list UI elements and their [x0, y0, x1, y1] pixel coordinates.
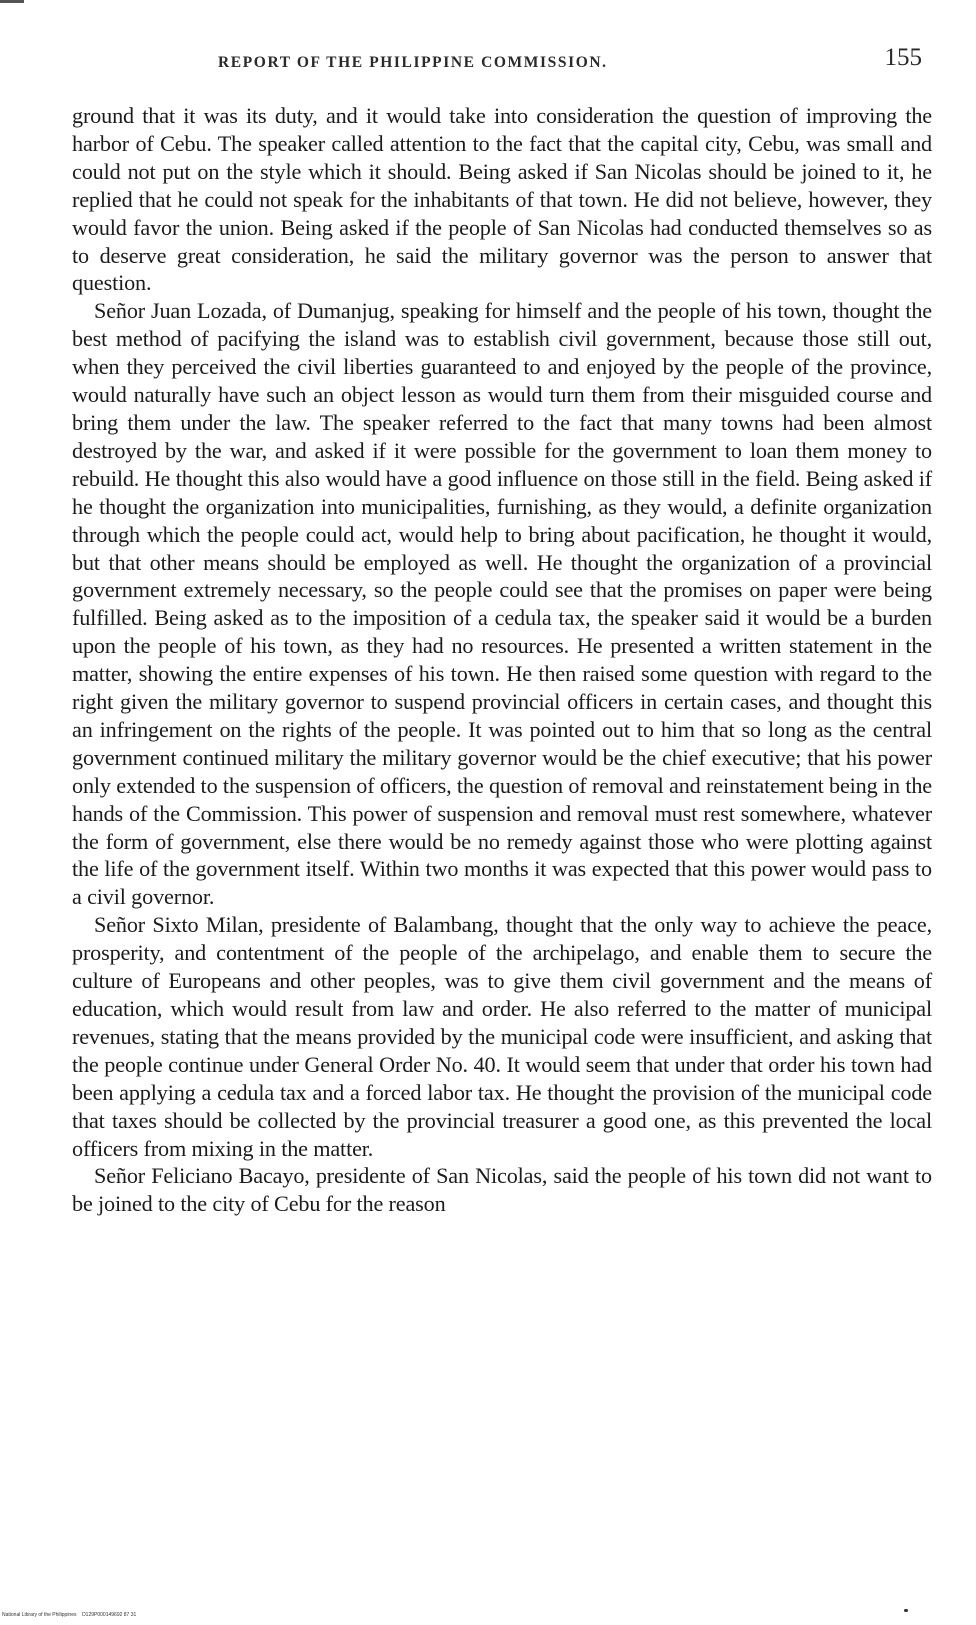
body-text	[72, 102, 932, 1218]
scan-speck	[904, 1609, 908, 1612]
page-header	[72, 38, 932, 78]
scan-edge-mark	[0, 0, 24, 3]
document-page	[72, 38, 932, 1218]
footer-source: National Library of the Philippines	[2, 1612, 77, 1618]
paragraph-continuation: ground that it was its duty, and it would take into consideration the question of improving the harbor of Cebu. The speaker called attention to the fact that the capital city, Cebu, was small and could not put on the style which it should. Being asked if San Nicolas should be joined to it, he replied that he could not speak for the inhabitants of that town. He did not believe, however, they would favor the union. Being asked if the people of San Nicolas had conducted themselves so as to deserve great consideration, he said the military governor was the person to answer that question.	[72, 103, 932, 296]
page-number: 155	[884, 44, 922, 71]
paragraph-feliciano-bacayo: Señor Feliciano Bacayo, presidente of San Nicolas, said the people of his town did not want to be joined to the city of Cebu for the reason	[72, 1163, 932, 1217]
scan-footer	[2, 1612, 136, 1618]
footer-item-id: D129P000149692 87 31	[82, 1612, 137, 1618]
paragraph-juan-lozada: Señor Juan Lozada, of Dumanjug, speaking for himself and the people of his town, thought the best method of pacifying the island was to establish civil government, because those still out, when they perceived the civil liberties guaranteed to and enjoyed by the people of the province, would naturally have such an object lesson as would turn them from their misguided course and bring them under the law. The speaker referred to the fact that many towns had been almost destroyed by the war, and asked if it were possible for the government to loan them money to rebuild. He thought this also would have a good influence on those still in the field. Being asked if he thought the organization into municipalities, furnishing, as they would, a definite organization through which the people could act, would help to bring about pacification, he thought it would, but that other means should be employed as well. He thought the organization of a provincial government extremely necessary, so the people could see that the promises on paper were being fulfilled. Being asked as to the imposition of a cedula tax, the speaker said it would be a burden upon the people of his town, as they had no resources. He presented a written statement in the matter, showing the entire expenses of his town. He then raised some question with regard to the right given the military governor to suspend provincial officers in certain cases, and thought this an infringement on the rights of the people. It was pointed out to him that so long as the central government continued military the military governor would be the chief executive; that his power only extended to the suspension of officers, the question of removal and reinstatement being in the hands of the Commission. This power of suspension and removal must rest somewhere, whatever the form of government, else there would be no remedy against those who were plotting against the life of the government itself. Within two months it was expected that this power would pass to a civil governor.	[72, 298, 932, 910]
paragraph-sixto-milan: Señor Sixto Milan, presidente of Balambang, thought that the only way to achieve the peace, prosperity, and contentment of the people of the archipelago, and enable them to secure the culture of Europeans and other peoples, was to give them civil government and the means of education, which would result from law and order. He also referred to the matter of municipal revenues, stating that the means provided by the municipal code were insufficient, and asking that the people continue under General Order No. 40. It would seem that under that order his town had been applying a cedula tax and a forced labor tax. He thought the provision of the municipal code that taxes should be collected by the provincial treasurer a good one, as this prevented the local officers from mixing in the matter.	[72, 912, 932, 1161]
running-head: REPORT OF THE PHILIPPINE COMMISSION.	[218, 54, 608, 71]
